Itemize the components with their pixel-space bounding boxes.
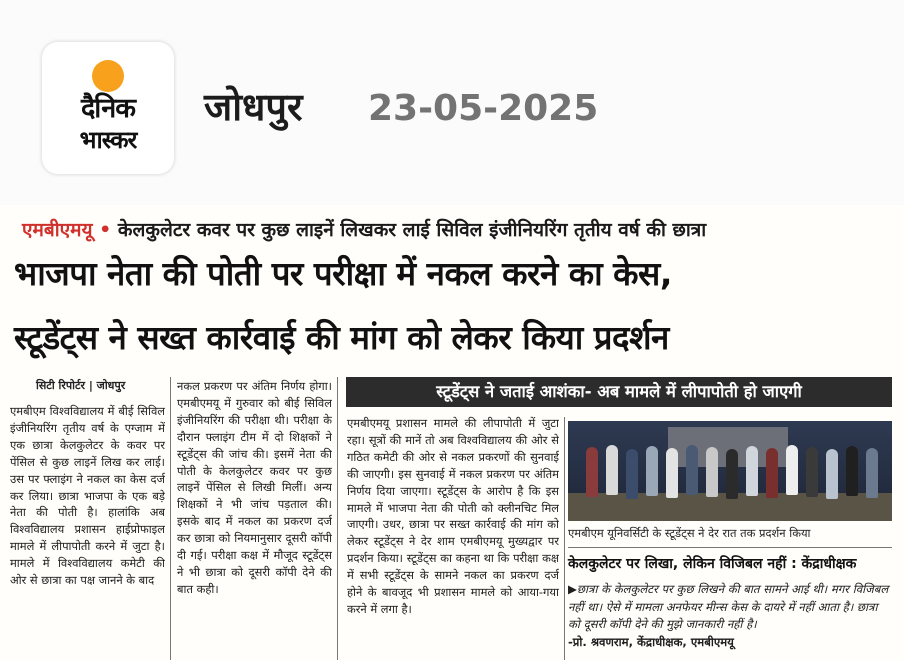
article-column-1: एमबीएम विश्वविद्यालय में बीई सिविल इंजीनियरिंग तृतीय वर्ष के एग्जाम में एक छात्रा केलकुलेटर के कवर पर पेंसिल से कुछ लाइनें लिख कर लाई। उस पर फ्लाइंग ने नकल का केस दर्ज कर लिया। छात्रा भाजपा के एक बड़े नेता की पोती है। हालांकि अब विश्वविद्यालय प्रशासन हाईप्रोफाइल मामले में लीपापोती करने में जुटा है। मामले में विश्वविद्यालय कमेटी की ओर से छात्रा का पक्ष जानने के बाद <box>10 404 165 588</box>
official-quote <box>568 581 892 651</box>
photo-person <box>726 449 738 499</box>
sidebar-headline: केलकुलेटर पर लिखा, लेकिन विजिबल नहीं : केंद्राधीक्षक <box>568 556 857 572</box>
photo-person <box>746 446 758 496</box>
newspaper-clipping <box>0 205 904 660</box>
sun-dot-icon <box>92 60 124 92</box>
logo-text-line2: भास्कर <box>79 126 137 154</box>
headline-line-1: भाजपा नेता की पोती पर परीक्षा में नकल करने का केस, <box>14 254 672 293</box>
photo-person <box>846 446 858 496</box>
photo-person <box>806 447 818 497</box>
photo-person <box>826 449 838 499</box>
quote-text: ▶छात्रा के केलकुलेटर पर कुछ लिखने की बात सामने आई थी। मगर विजिबल नहीं था। ऐसे में मामला अनफेयर मीन्स केस के दायरे में नहीं आता है। छात्रा को दूसरी कॉपी देने की मुझे जानकारी नहीं है। <box>568 582 889 631</box>
column-divider <box>170 377 171 660</box>
column-divider <box>337 377 338 660</box>
logo-text-line1: दैनिक <box>80 93 136 124</box>
article-column-2: नकल प्रकरण पर अंतिम निर्णय होगा। एमबीएमयू में गुरुवार को बीई सिविल इंजीनियरिंग की परीक्षा थी। परीक्षा के दौरान फ्लाइंग टीम में दो शिक्षकों ने स्टूडेंट्स की जांच की। इसमें नेता की पोती के केलकुलेटर कवर पर कुछ लाइनें पेंसिल से लिखी मिलीं। अन्य शिक्षकों ने भी जांच पड़ताल की। इसके बाद में नकल का प्रकरण दर्ज कर छात्रा को नियमानुसार दूसरी कॉपी दी गई। परीक्षा कक्ष में मौजूद स्टूडेंट्स ने भी छात्रा को दूसरी कॉपी देने की बात कही। <box>177 379 332 596</box>
article-kicker <box>22 217 892 243</box>
section-rule <box>568 547 892 548</box>
column-divider <box>564 417 565 660</box>
quote-author: -प्रो. श्रवणराम, केंद्राधीक्षक, एमबीएमयू <box>568 634 734 649</box>
photo-person <box>786 445 798 495</box>
edition-date: 23-05-2025 <box>368 88 599 129</box>
dainik-bhaskar-logo[interactable] <box>42 42 174 174</box>
kicker-text: केलकुलेटर कवर पर कुछ लाइनें लिखकर लाई सिविल इंजीनियरिंग तृतीय वर्ष की छात्रा <box>111 219 707 241</box>
photo-person <box>766 448 778 498</box>
edition-city: जोधपुर <box>204 85 303 129</box>
photo-person <box>706 447 718 497</box>
article-column-3: एमबीएमयू प्रशासन मामले की लीपापोती में जुटा रहा। सूत्रों की मानें तो अब विश्वविद्यालय की ओर से गठित कमेटी की ओर से नकल प्रकरणों की सुनवाई की जाएगी। इस सुनवाई में नकल प्रकरण पर अंतिम निर्णय दिया जाएगा। स्टूडेंट्स के आरोप है कि इस मामले में भाजपा नेता की पोती को क्लीनचिट मिल जाएगी। उधर, छात्रा पर सख्त कार्रवाई की मांग को लेकर स्टूडेंट्स ने देर शाम एमबीएमयू मुख्यद्वार पर प्रदर्शन किया। स्टूडेंट्स का कहना था कि परीक्षा कक्ष में सभी स्टूडेंट्स के सामने नकल का प्रकरण दर्ज होने के बावजूद भी प्रशासन मामले को आया-गया करने में लगा है। <box>347 416 559 616</box>
photo-person <box>866 448 878 498</box>
sub-headline-bar: स्टूडेंट्स ने जताई आशंका- अब मामले में लीपापोती हो जाएगी <box>346 377 892 407</box>
photo-person <box>646 446 658 496</box>
headline-line-2: स्टूडेंट्स ने सख्त कार्रवाई की मांग को लेकर किया प्रदर्शन <box>14 318 669 357</box>
photo-person <box>666 448 678 498</box>
kicker-tag: एमबीएमयू • <box>22 219 112 241</box>
photo-caption: एमबीएम यूनिवर्सिटी के स्टूडेंट्स ने देर रात तक प्रदर्शन किया <box>568 526 811 540</box>
byline: सिटी रिपोर्टर | जोधपुर <box>36 379 126 392</box>
page-header <box>0 0 904 205</box>
photo-person <box>586 447 598 497</box>
photo-person <box>686 445 698 495</box>
photo-person <box>626 449 638 499</box>
protest-photo <box>568 421 892 521</box>
photo-person <box>606 445 618 495</box>
